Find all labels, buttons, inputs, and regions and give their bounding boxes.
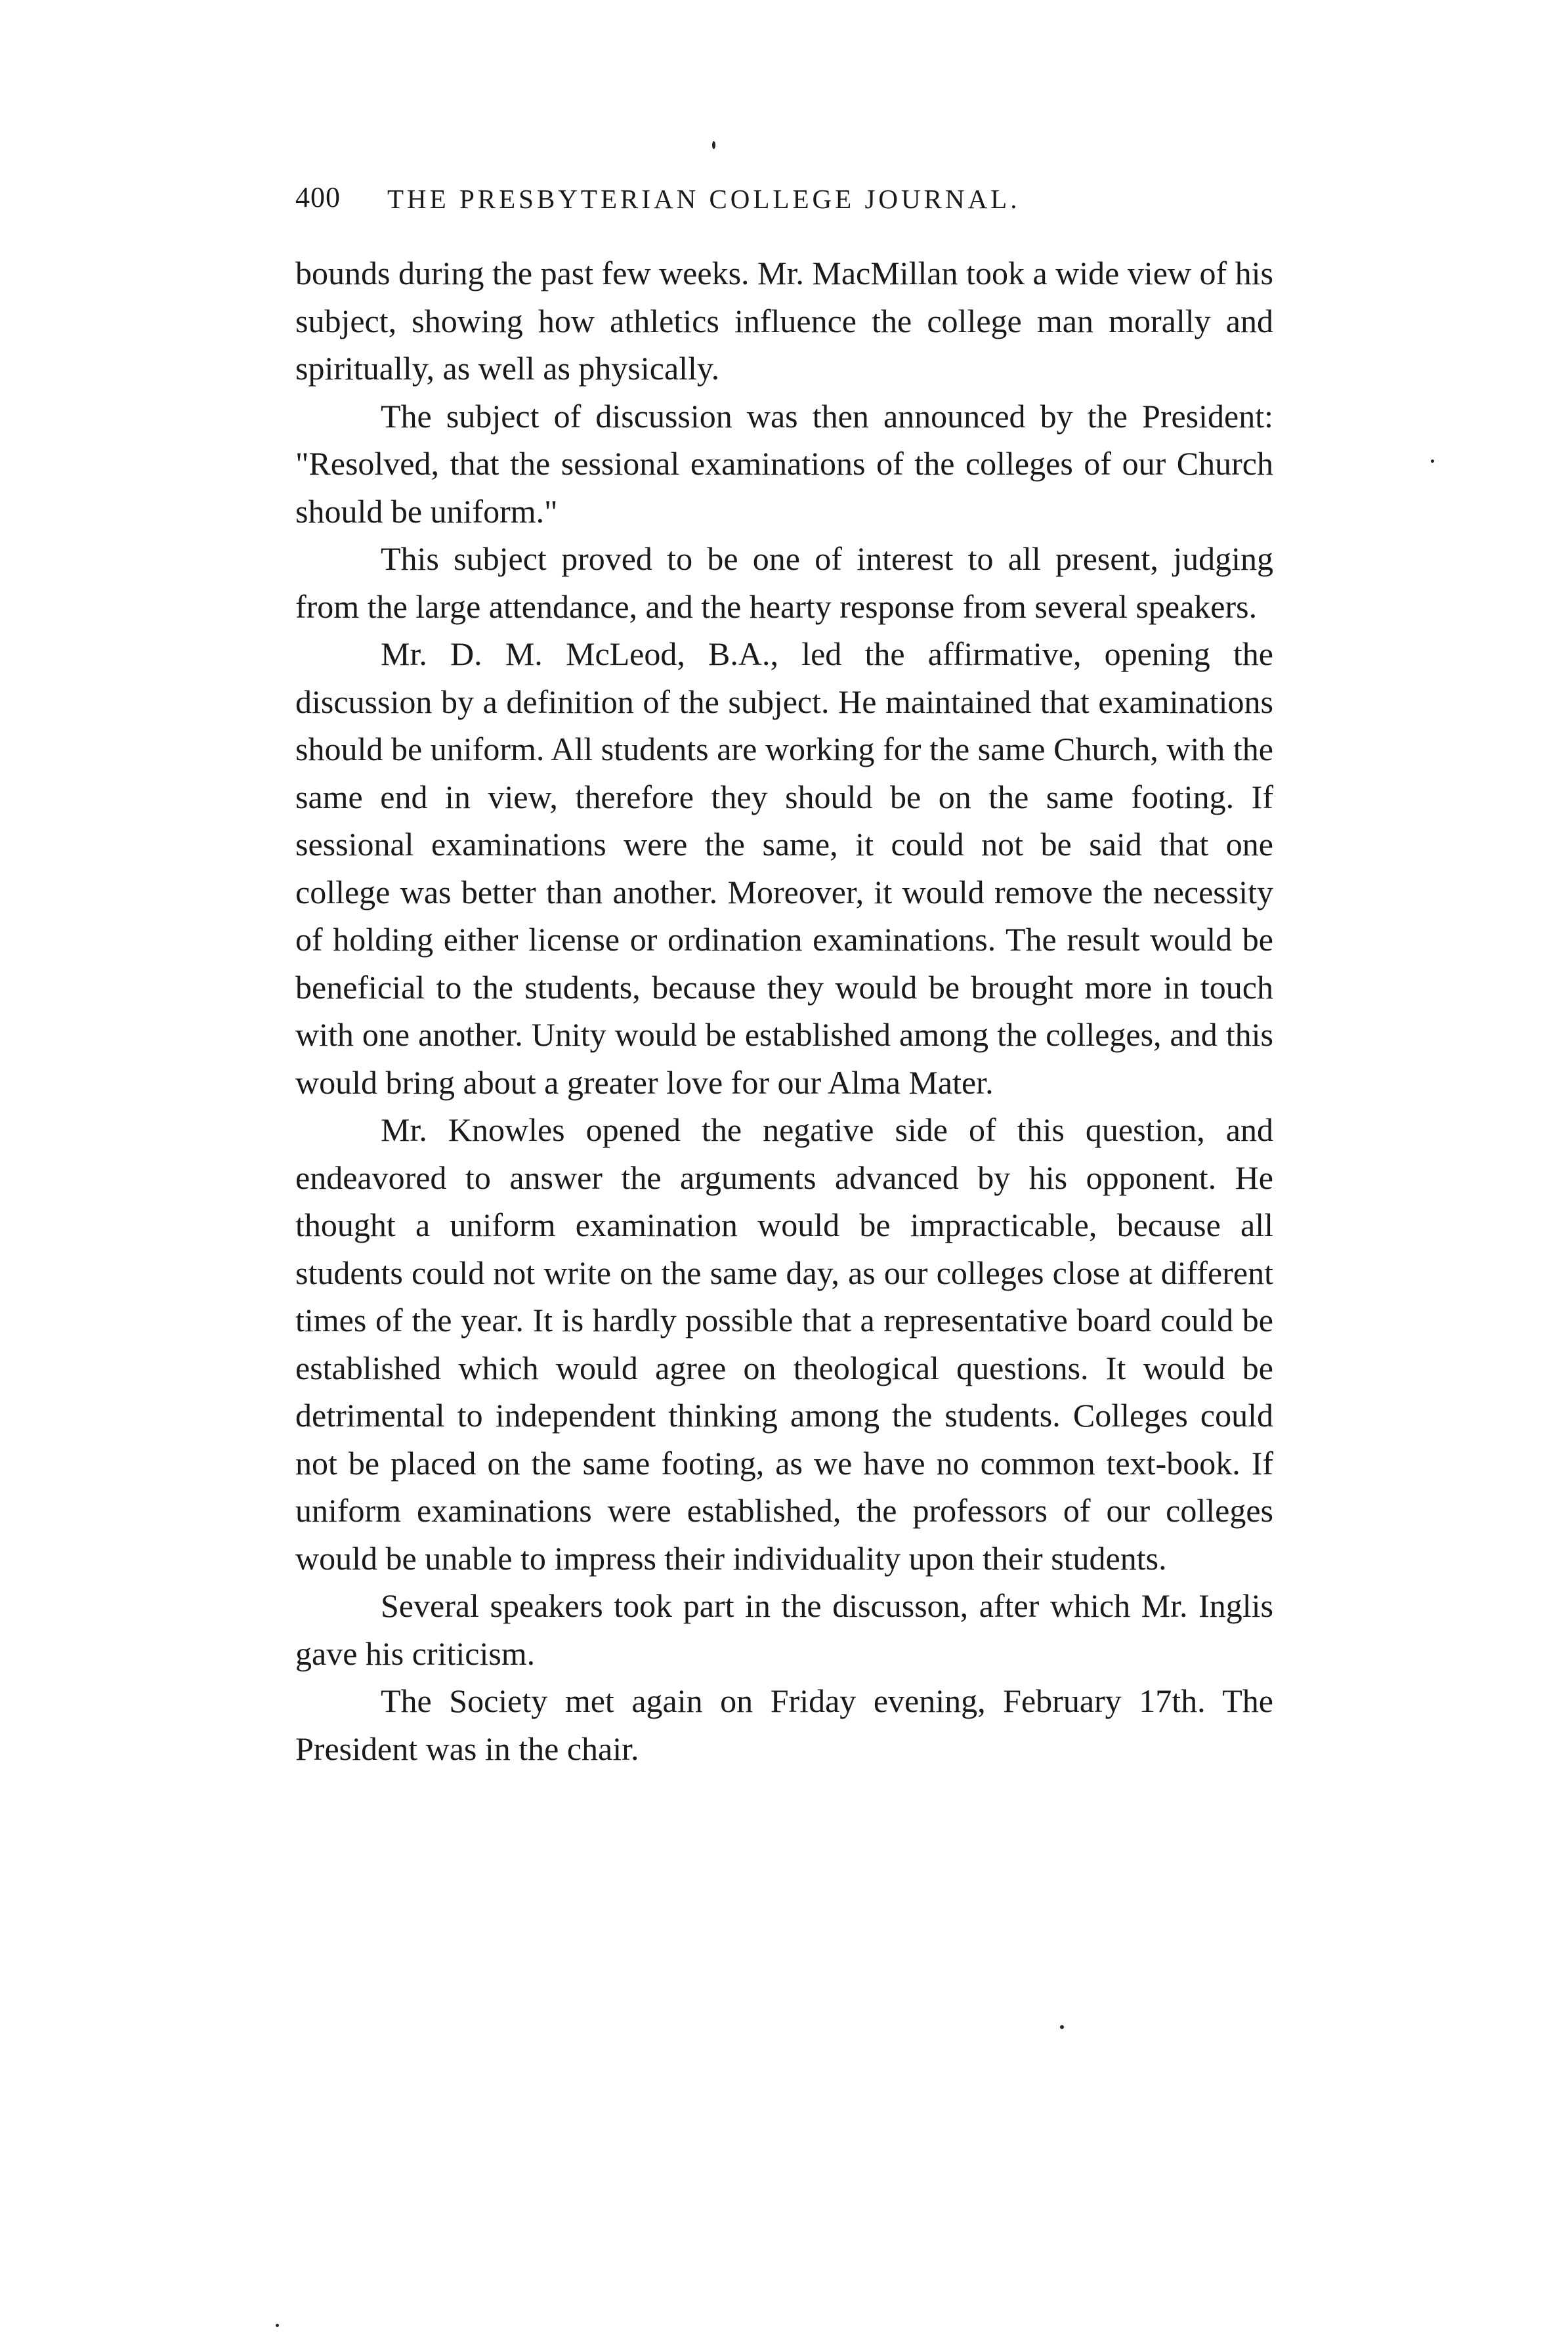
scan-speck — [1431, 460, 1434, 463]
paragraph-affirmative: Mr. D. M. McLeod, B.A., led the affirmative, opening the discussion by a definition of the subject. He maintained that examinations should be uniform. All students are working for the same Church, with the same end in view, therefore they should be on the same footing. If sessional examinations were the same, it could not be said that one college was better than another. Moreover, it would remove the necessity of holding either license or ordination examinations. The result would be beneficial to the students, because they would be brought more in touch with one another. Unity would be established among the colleges, and this would bring about a greater love for our Alma Mater. — [295, 635, 1273, 1101]
paragraph-subject-announcement: The subject of discussion was then announced by the President: "Resolved, that the sessional examinations of the colleges of our Church should be uniform." — [295, 397, 1273, 530]
article-body — [295, 249, 1273, 2212]
running-title: THE PRESBYTERIAN COLLEGE JOURNAL. — [387, 184, 1021, 214]
paragraph-next-meeting: The Society met again on Friday evening, February 17th. The President was in the chair. — [295, 1682, 1273, 1767]
paragraph-negative: Mr. Knowles opened the negative side of this question, and endeavored to answer the arguments advanced by his opponent. He thought a uniform examination would be impracticable, because all students could not write on the same day, as our colleges close at different times of the year. It is hardly possible that a representative board could be established which would agree on theological questions. It would be detrimental to independent thinking among the students. Colleges could not be placed on the same footing, as we have no common text-book. If uniform examinations were established, the professors of our colleges would be unable to impress their individuality upon their students. — [295, 1111, 1273, 1577]
scan-speck — [276, 2324, 279, 2327]
page-header — [295, 181, 1293, 226]
paragraph-continuation: bounds during the past few weeks. Mr. MacMillan took a wide view of his subject, showing how athletics influence the college man morally and spiritually, as well as physically. — [295, 255, 1274, 387]
page-number: 400 — [295, 181, 341, 213]
scan-speck — [1060, 2025, 1064, 2029]
scan-speck — [712, 141, 715, 149]
paragraph-criticism: Several speakers took part in the discusson, after which Mr. Inglis gave his criticism. — [295, 1587, 1273, 1672]
paragraph-interest: This subject proved to be one of interest to all present, judging from the large attendance, and the hearty response from several speakers. — [295, 540, 1273, 625]
